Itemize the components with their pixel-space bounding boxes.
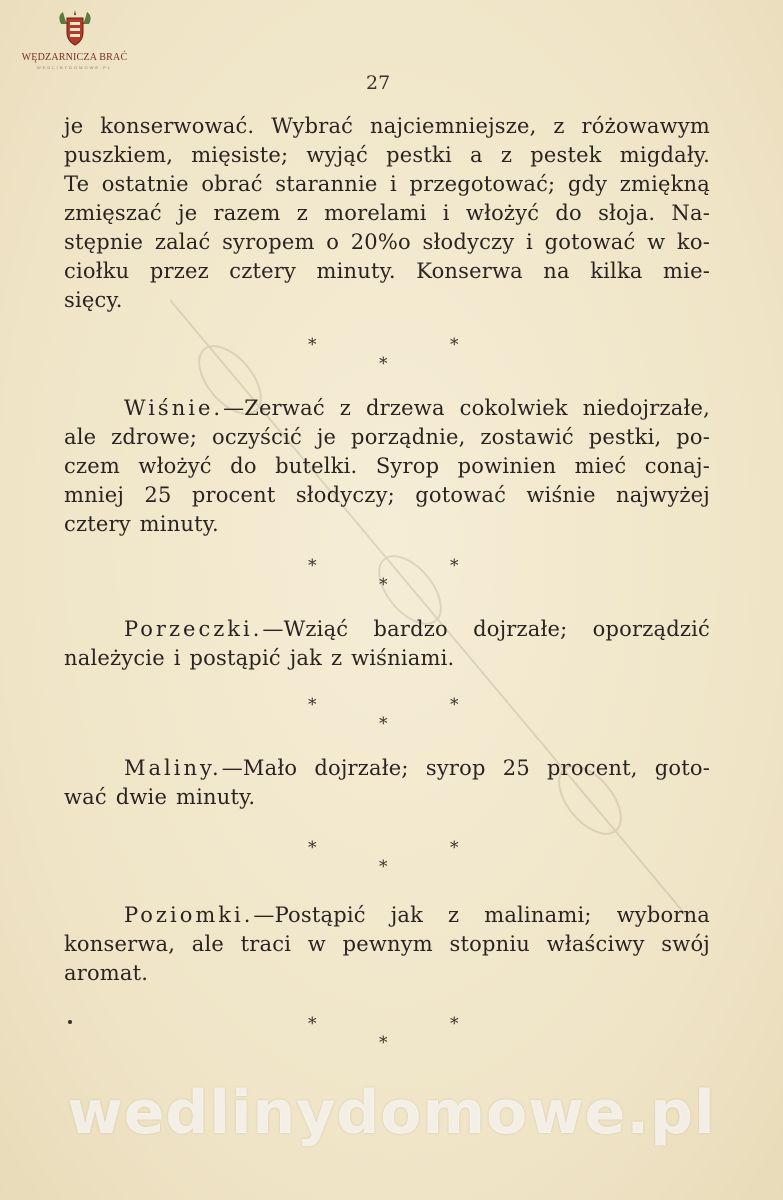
paragraph-poziomki — [64, 901, 710, 988]
section-separator — [280, 695, 500, 737]
asterisk: * — [308, 556, 317, 576]
asterisk: * — [308, 695, 317, 715]
asterisk: * — [450, 695, 459, 715]
asterisk: * — [379, 857, 388, 877]
text-line: czem włożyć do butelki. Syrop powinien mieć conaj- — [64, 454, 710, 478]
section-heading: Poziomki. — [124, 903, 254, 927]
section-separator — [280, 335, 500, 377]
text-line: puszkiem, mięsiste; wyjąć pestki a z pestek migdały. — [64, 143, 710, 167]
text-line: zmięszać je razem z morelami i włożyć do słoja. Na- — [64, 201, 710, 225]
text-line: konserwa, ale traci w pewnym stopniu właściwy swój — [64, 932, 710, 956]
text-line: stępnie zalać syropem o 20%o słodyczy i gotować w ko- — [64, 230, 710, 254]
asterisk: * — [379, 575, 388, 595]
asterisk: * — [379, 1033, 388, 1053]
section-separator — [280, 1014, 500, 1056]
logo-name: WĘDZARNICZA BRAĆ — [21, 52, 128, 63]
site-watermark: wedlinydomowe.pl — [67, 1078, 716, 1148]
text-line: aromat. — [64, 961, 149, 985]
asterisk: * — [308, 335, 317, 355]
text-line: ciołku przez cztery minuty. Konserwa na kilka mie- — [64, 259, 710, 283]
asterisk: * — [308, 1014, 317, 1034]
text-line: należycie i postąpić jak z wiśniami. — [64, 646, 455, 670]
asterisk: * — [379, 714, 388, 734]
ink-speck — [68, 1020, 72, 1024]
section-separator — [280, 838, 500, 880]
asterisk: * — [450, 838, 459, 858]
text-line: wać dwie minuty. — [64, 785, 256, 809]
text-line: je konserwować. Wybrać najciemniejsze, z różowawym — [64, 114, 710, 138]
text-line: Wiśnie.—Zerwać z drzewa cokolwiek niedojrzałe, — [124, 396, 710, 420]
asterisk: * — [450, 556, 459, 576]
paragraph-porzeczki — [64, 615, 710, 673]
section-separator — [280, 556, 500, 598]
site-logo[interactable] — [12, 8, 137, 98]
asterisk: * — [379, 354, 388, 374]
page-number: 27 — [366, 72, 391, 94]
diagonal-watermark-stamp — [170, 300, 690, 920]
text-line: Porzeczki.—Wziąć bardzo dojrzałe; oporządzić — [124, 617, 710, 641]
section-heading: Maliny. — [124, 756, 222, 780]
paragraph-morele — [64, 112, 710, 315]
section-heading: Wiśnie. — [124, 396, 224, 420]
text-line: Te ostatnie obrać starannie i przegotować; gdy zmiękną — [64, 172, 710, 196]
logo-url: WEDLINYDOMOWE.PL — [36, 65, 113, 70]
section-heading: Porzeczki. — [124, 617, 263, 641]
asterisk: * — [450, 1014, 459, 1034]
asterisk: * — [308, 838, 317, 858]
text-line: ale zdrowe; oczyścić je porządnie, zostawić pestki, po- — [64, 425, 710, 449]
paragraph-wisnie — [64, 394, 710, 539]
text-line: mniej 25 procent słodyczy; gotować wiśnie najwyżej — [64, 483, 710, 507]
text-line: Maliny.—Mało dojrzałe; syrop 25 procent, goto- — [124, 756, 710, 780]
text-line: sięcy. — [64, 288, 123, 312]
text-line: cztery minuty. — [64, 512, 219, 536]
coat-of-arms-icon — [55, 8, 95, 48]
paragraph-maliny — [64, 754, 710, 812]
text-line: Poziomki.—Postąpić jak z malinami; wyborna — [124, 903, 710, 927]
asterisk: * — [450, 335, 459, 355]
